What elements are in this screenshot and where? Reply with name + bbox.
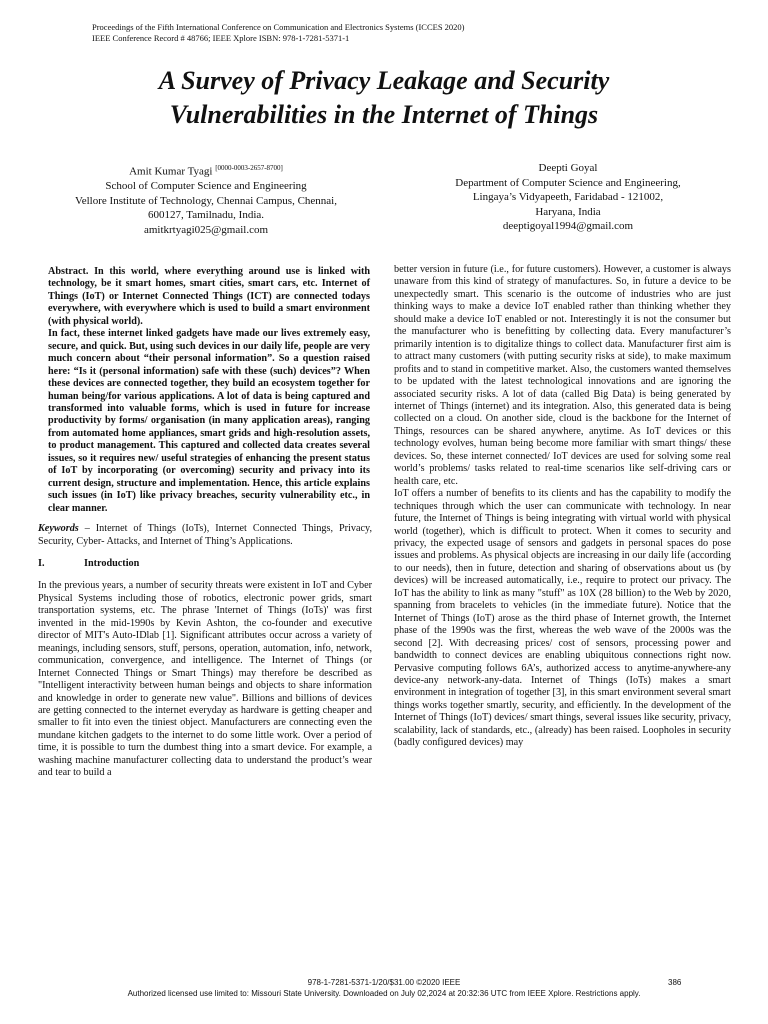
section-title: Introduction (84, 557, 140, 569)
abstract-paragraph-2: In fact, these internet linked gadgets have made our lives extremely easy, secure, and quick. But, using such devices in our daily life, people are very much concern about “their personal information”. So a question raised here: “Is it (personal information) safe with these (such) devices”? When these devices are connected together, they build an ecosystem together for human being/for various applications. A lot of data is being captured and transformed into valuable forms, which is used in future for increase productivity by forms/ organisation (in many application areas), ranging from automated home appliances, smart grids and high-resolution assets, to product management. This captured and collected data creates several issues, so it requires new/ useful strategies of enhancing the present status of IoT by incorporating (or overcoming) security and privacy into its current design, structure and implementation. Hence, this article explains such issues (in IoT) like privacy breaches, security vulnerability etc., in clear manner. (48, 328, 370, 514)
left-column (38, 266, 372, 780)
author-affiliation-line: School of Computer Science and Engineering (105, 180, 307, 193)
section-heading (38, 558, 372, 570)
keywords-dash: – (78, 523, 96, 535)
author-affiliation-line: Department of Computer Science and Engineering, (455, 176, 681, 189)
author-name-line (36, 161, 376, 179)
author-affiliation-line: 600127, Tamilnadu, India. (147, 209, 265, 222)
author-block-1 (36, 161, 376, 237)
section-number: I. (38, 557, 45, 569)
license-notice: Authorized licensed use limited to: Missouri State University. Downloaded on July 02,2024 at 20:32:36 UTC from IEEE Xplore. Restrictions apply. (127, 989, 641, 998)
right-column (394, 264, 731, 750)
author-affiliation-line: Lingaya’s Vidyapeeth, Faridabad - 121002, (472, 191, 664, 203)
conference-header (92, 22, 465, 44)
intro-paragraph: In the previous years, a number of security threats were existent in IoT and Cyber Physical Systems including those of robotics, electronic power grids, smart transportation systems, etc. The phrase 'Internet of Things (IoTs)' was first invented in the mid-1990s by Kevin Ashton, the co-founder and executive director of MIT's Auto-IDlab [1]. Significant attributes occur across a variety of meanings, including sensors, stuff, persons, operation, automation, info, network, communication, convergence, and intelligence. The Internet of Things (or Internet Connected Things or Smart Things) may therefore be described as "Intelligent interactivity between human beings and objects to share information and knowledge in order to generate new value". Billions and billions of devices are getting connected to the internet everyday as hardware is getting cheaper and smaller to fit into even the tiniest object. Manufacturers are connecting even the mundane kitchen gadgets to the internet to do some little work. Over a period of time, it is possible to turn the dumbest thing into a smart device. For example, a washing machine manufacturer collecting data to understand the product’s wear and tear to build a (38, 580, 372, 779)
page-number: 386 (668, 978, 682, 987)
conference-line-1: Proceedings of the Fifth International Conference on Communication and Electronics Systems (ICCES 2020) (92, 22, 465, 32)
author-block-2 (398, 161, 738, 234)
author-orcid: [0000-0003-2657-8700] (215, 164, 283, 172)
title-line-1: A Survey of Privacy Leakage and Security (158, 66, 610, 95)
title-line-2: Vulnerabilities in the Internet of Things (169, 100, 599, 129)
body-paragraph-1: better version in future (i.e., for future customers). However, a customer is always unaware from this kind of strategy of manufactures. So, in future a device to be unexpectedly smart. This scenario is the outcome of industries who are just thinking ways to make a device IoT enabled rather than thinking whether they should make a device IoT enabled or not. Interestingly it is not the consumer but the manufacturer who is benefitting by collecting data. Every manufacturer’s primarily intention is to digitalize things to collect data. Manufacturer first aim is to attract many customers (with putting security risks at side), to make maximum profits and to stand in competitive market. Also, the customers wanted themselves to be updated with the latest technological innovations and are ignoring the associated security risks. A lot of data (called Big Data) is being generated by internet of Things (internet) and its integration. Also, this generated data is being collected on a cloud. On another side, cloud is the backbone for the Internet of Things, resources can be shared anywhere, anytime. As IoT devices or this technology evolves, human being become more familiar with smart things/ these devices. So, these internet connected/ IoT devices are used for solving some real world’s problems/ tasks related to real-time scenarios like self-driving cars or health care, etc. (394, 264, 731, 487)
paper-title (40, 64, 728, 132)
abstract (38, 266, 372, 515)
keywords (38, 523, 372, 548)
author-name: Amit Kumar Tyagi (129, 165, 213, 178)
keywords-label: Keywords (38, 523, 79, 535)
abstract-paragraph-1: Abstract. In this world, where everything around use is linked with technology, be it smart homes, smart cities, smart cars, etc. Internet of Things (IoT) or Internet Connected Things (ICT) are connected todays everywhere, with everywhere which is used to build a smart environment (with physical world). (48, 266, 370, 327)
author-email: deeptigoyal1994@gmail.com (502, 220, 634, 232)
author-affiliation-line: Haryana, India (535, 205, 601, 218)
footer-copyright: 978-1-7281-5371-1/20/$31.00 ©2020 IEEE (307, 978, 461, 987)
body-paragraph-2: IoT offers a number of benefits to its clients and has the capability to modify the techniques through which the user can communicate with technology. In near future, the Internet of Things is being integrating with virtual world with physical world (together), which is difficult to protect. When it comes to security and privacy, the expected usage of sensors and gadgets in personal spaces do pose issues and problems. As physical objects are increasing in our daily life (according to our needs), then in future, detection and sharing of observations about us (by devices) will be increased automatically, i.e., require to protect our privacy. The IoT has the ability to link as many "stuff" as 10X (28 billion) to the Web by 2020, spanning from bracelets to vehicles (in the immediate future). Notice that the Internet of Things (IoT) arose as the third phase of Internet growth, the Internet phase of the 1990s was the first, whereas the web wave of the 2000s was the second [2]. With decreasing prices/ cost of sensors, processing power and bandwidth to connect devices are enabling ubiquitous connections right now. Pervasive computing follows 6A’s, authorized access to anytime-anywhere-any device-any network-any-data. Internet of Things (IoTs) makes a smart environment in integration of together [3], in this smart environment several smart things works together smartly, security, and efficiently. In the development of the Internet of Things (IoT) devices/ smart things, several issues like security, privacy, scalability, lack of standards, etc., (already) has been raised. Loopholes in security (badly configured devices) may (394, 488, 731, 749)
author-name: Deepti Goyal (538, 162, 598, 174)
conference-line-2: IEEE Conference Record # 48766; IEEE Xplore ISBN: 978-1-7281-5371-1 (92, 33, 350, 43)
author-affiliation-line: Vellore Institute of Technology, Chennai Campus, Chennai, (75, 194, 337, 207)
keywords-text: Internet of Things (IoTs), Internet Connected Things, Privacy, Security, Cyber- Attacks, and Internet of Thing’s Applications. (38, 523, 373, 547)
author-email: amitkrtyagi025@gmail.com (143, 223, 269, 236)
